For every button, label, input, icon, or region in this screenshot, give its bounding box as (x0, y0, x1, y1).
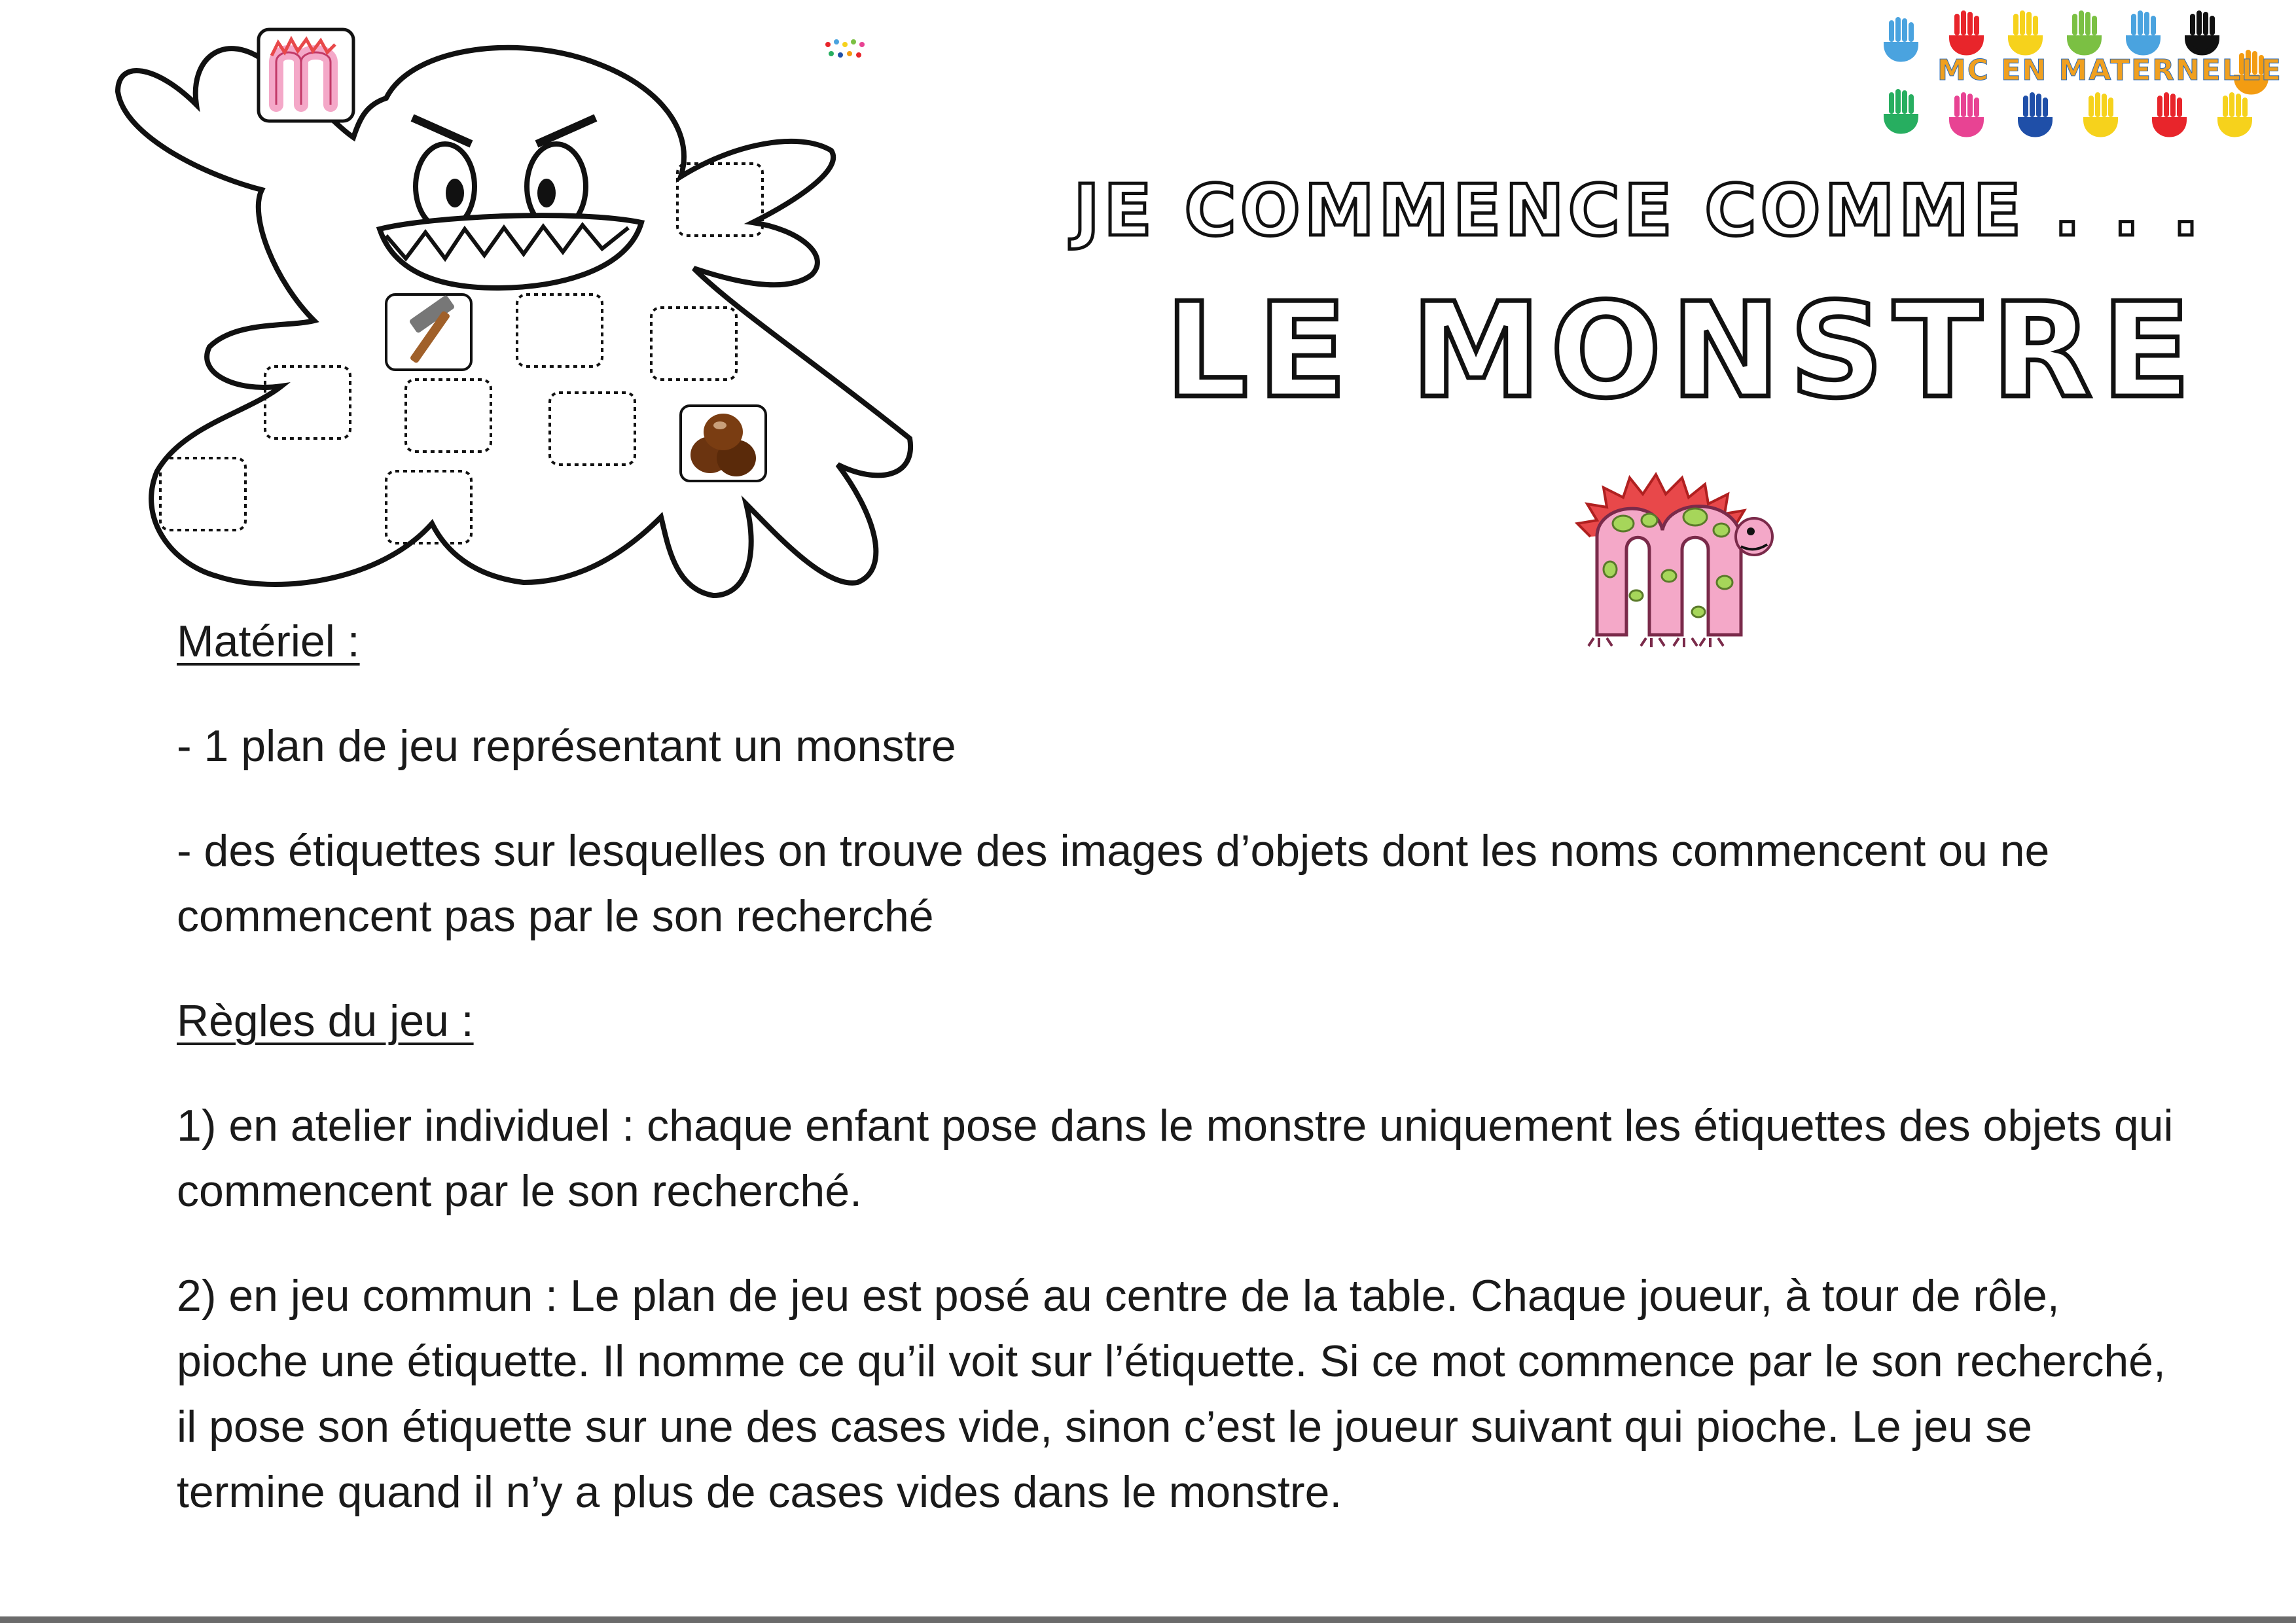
materiel-heading: Matériel : (177, 616, 360, 666)
small-hands-decoration (825, 39, 865, 58)
mc-en-maternelle-logo (1865, 7, 2282, 137)
title-line-2: LE MONSTRE (1165, 275, 2200, 427)
title-line-1: JE COMMENCE COMME . . . (1073, 170, 2204, 252)
materiel-item-2: - des étiquettes sur lesquelles on trouve des images d’objets dont les noms commencent ou ne commencent pas par le son recherché (177, 826, 2050, 941)
regle-1: 1) en atelier individuel : chaque enfant pose dans le monstre uniquement les étiquettes des objets qui commencent par le son recherché. (177, 1101, 2174, 1216)
monster-body-outline (118, 48, 910, 596)
letter-m-card (259, 29, 353, 121)
regle-2: 2) en jeu commun : Le plan de jeu est posé au centre de la table. Chaque joueur, à tour de rôle, pioche une étiquette. Il nomme ce qu’il voit sur l’étiquette. Si ce mot commence par le son recherché, il pose son étiquette sur une des cases vide, sinon c’est le joueur suivant qui pioche. Le jeu se termine quand il n’y a plus de cases vides dans le monstre. (177, 1271, 2166, 1517)
monster-face (1736, 518, 1772, 555)
monster-board-drawing (105, 20, 929, 609)
hammer-icon (386, 294, 471, 370)
instructions-text (177, 609, 2179, 1564)
monster-pupil-right (537, 179, 556, 207)
monster-board-illustration (105, 20, 929, 609)
chestnuts-icon (681, 406, 766, 481)
materiel-item-1: - 1 plan de jeu représentant un monstre (177, 721, 956, 771)
regles-heading: Règles du jeu : (177, 996, 474, 1046)
bottom-divider (0, 1616, 2296, 1623)
monster-pupil-left (446, 179, 464, 207)
logo-text: MC EN MATERNELLE (1937, 54, 2282, 87)
